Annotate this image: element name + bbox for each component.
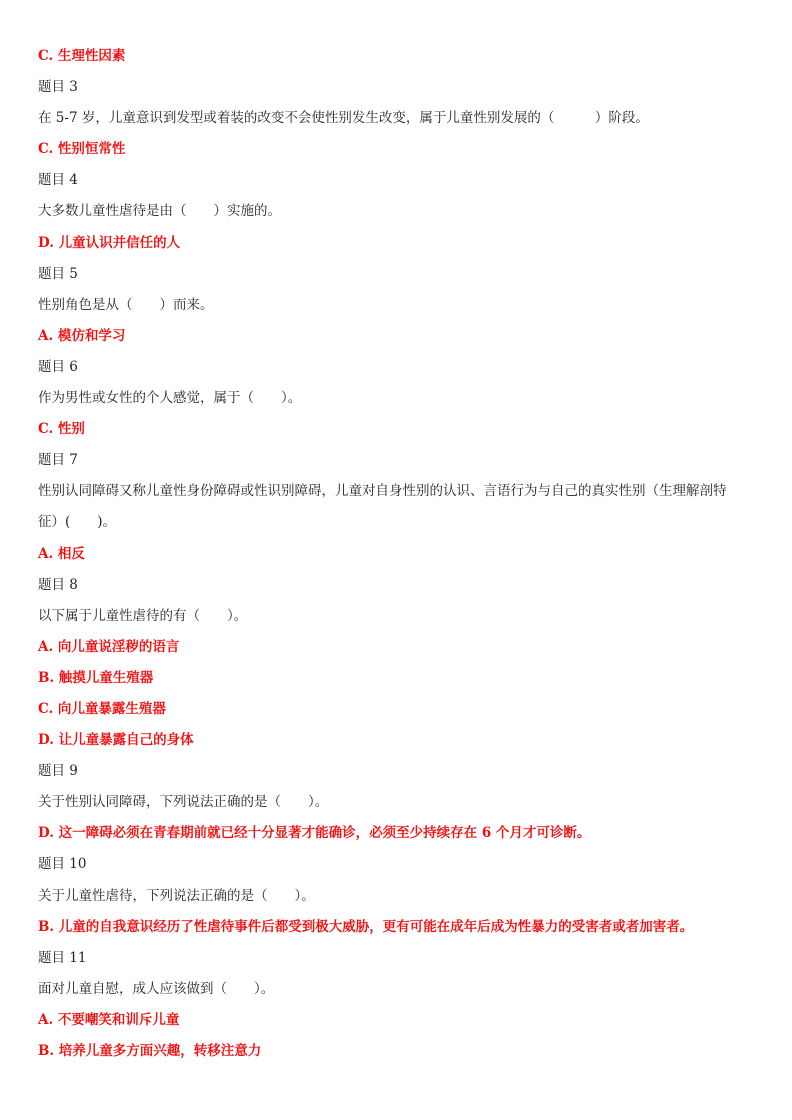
question-text: 以下属于儿童性虐待的有（ ）。 (38, 607, 248, 624)
question-text: 在 5-7 岁，儿童意识到发型或着装的改变不会使性别发生改变，属于儿童性别发展的（ ）阶段。 (38, 110, 649, 127)
answer-line: C. 生理性因素 (38, 48, 126, 64)
question-text: 关于儿童性虐待，下列说法正确的是（ ）。 (38, 887, 315, 904)
answer-line: B. 触摸儿童生殖器 (38, 669, 154, 686)
question-text: 关于性别认同障碍，下列说法正确的是（ ）。 (38, 794, 329, 811)
question-title: 题目 8 (38, 576, 78, 593)
question-text-continued: 征）( )。 (38, 514, 117, 531)
answer-line: B. 培养儿童多方面兴趣，转移注意力 (38, 1043, 262, 1059)
question-text: 作为男性或女性的个人感觉，属于（ ）。 (38, 390, 302, 407)
question-text: 大多数儿童性虐待是由（ ）实施的。 (38, 203, 281, 220)
question-title: 题目 11 (38, 949, 87, 966)
answer-line: A. 相反 (38, 545, 85, 562)
question-title: 题目 3 (38, 79, 78, 96)
question-title: 题目 9 (38, 763, 78, 780)
question-title: 题目 7 (38, 452, 78, 469)
answer-line: D. 这一障碍必须在青春期前就已经十分显著才能确诊，必须至少持续存在 6 个月才可诊断。 (38, 825, 591, 842)
answer-line: A. 模仿和学习 (38, 327, 126, 344)
answer-line: C. 性别 (38, 421, 85, 438)
question-title: 题目 5 (38, 265, 78, 282)
question-text: 性别认同障碍又称儿童性身份障碍或性识别障碍，儿童对自身性别的认识、言语行为与自己的真实性别（生理解剖特 (38, 483, 727, 500)
answer-line: C. 向儿童暴露生殖器 (38, 700, 166, 717)
question-title: 题目 6 (38, 358, 78, 375)
answer-line: B. 儿童的自我意识经历了性虐待事件后都受到极大威胁，更有可能在成年后成为性暴力的受害者或者加害者。 (38, 918, 694, 935)
answer-line: D. 让儿童暴露自己的身体 (38, 732, 194, 749)
answer-line: A. 向儿童说淫秽的语言 (38, 638, 180, 655)
answer-line: A. 不要嘲笑和训斥儿童 (38, 1011, 180, 1028)
question-title: 题目 4 (38, 172, 78, 189)
question-text: 性别角色是从（ ）而来。 (38, 296, 214, 313)
question-text: 面对儿童自慰，成人应该做到（ ）。 (38, 980, 275, 997)
question-title: 题目 10 (38, 856, 87, 873)
answer-line: D. 儿童认识并信任的人 (38, 234, 181, 251)
answer-line: C. 性别恒常性 (38, 141, 126, 158)
